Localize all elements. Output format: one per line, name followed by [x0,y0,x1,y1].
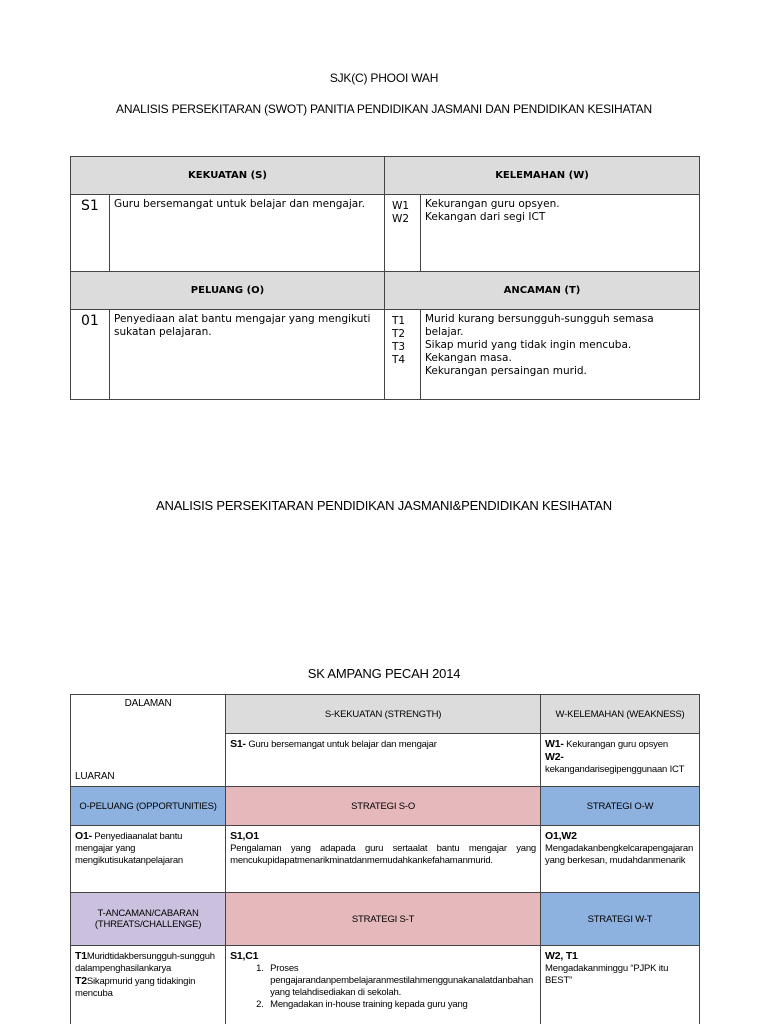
threat-item: Sikap murid yang tidak ingin mencuba. [425,339,632,351]
swot-sw-row [71,195,700,272]
opportunity-text: Penyediaan alat bantu mengajar yang mengikuti sukatan pelajaran. [110,310,385,400]
threats-header: ANCAMAN (T) [385,272,700,310]
section-title: ANALISIS PERSEKITARAN PENDIDIKAN JASMANI&PENDIDIKAN KESIHATAN [156,498,612,513]
o1w2-text: Mengadakanbengkelcarapengajaran yang berkesan, mudahdanmenarik [545,843,694,866]
document-title: ANALISIS PERSEKITARAN (SWOT) PANITIA PENDIDIKAN JASMANI DAN PENDIDIKAN KESIHATAN [116,102,652,116]
s1o1-text: Pengalaman yang adapada guru sertaalat bantu mengajar yang mencukupidapatmenarikminatdanmemudahkankefahamanmurid. [230,843,537,866]
weakness-code: W2 [392,213,410,225]
strength-code: S1 [71,195,110,272]
s1c1-cell [226,946,541,1024]
section-subtitle: SK AMPANG PECAH 2014 [307,666,461,681]
w1-code: W1- [545,738,564,750]
s1c1-code: S1,C1 [230,950,259,962]
threat-code: T3 [392,341,406,353]
matrix-header-row [71,695,700,734]
matrix-opp-header-row [71,787,700,826]
matrix-threat-row [71,946,700,1024]
opportunity-code: 01 [71,310,110,400]
o1w2-cell [541,826,700,893]
threat-codes [385,310,421,400]
s1-text: Guru bersemangat untuk belajar dan mengajar [248,739,437,750]
weakness-item: Kekangan dari segi ICT [425,211,546,223]
w2t1-code: W2, T1 [545,950,578,962]
weakness-code: W1 [392,200,410,212]
w-cell [541,734,700,787]
tows-matrix [70,694,700,1024]
weakness-codes [385,195,421,272]
weakness-item: Kekurangan guru opsyen. [425,198,560,210]
o1-text: Penyediaanalat bantu mengajar yang mengikutisukatanpelajaran [75,831,184,866]
strategy-so-header: STRATEGI S-O [226,787,541,826]
school-name: SJK(C) PHOOI WAH [329,71,439,85]
strategy-ow-header: STRATEGI O-W [541,787,700,826]
o1-code: O1- [75,830,92,842]
dalaman-label: DALAMAN [124,698,172,709]
threat-item: Kekurangan persaingan murid. [425,365,587,377]
s1-code: S1- [230,738,246,750]
threat-code: T1 [392,315,406,327]
weaknesses-header: KELEMAHAN (W) [385,157,700,195]
w1-text: Kekurangan guru opsyen [566,739,668,750]
weakness-header: W-KELEMAHAN (WEAKNESS) [541,695,700,734]
strategy-wt-header: STRATEGI W-T [541,893,700,946]
strength-text: Guru bersemangat untuk belajar dan mengajar. [110,195,385,272]
swot-header-row [71,157,700,195]
threats-header: T-ANCAMAN/CABARAN (THREATS/CHALLENGE) [71,893,226,946]
w2-text: kekangandarisegipenggunaan ICT [545,764,685,775]
o1-cell [71,826,226,893]
list-item: 2. Mengadakan in-house training kepada guru yang [266,999,536,1011]
swot-header-row [71,272,700,310]
dalaman-luaran-cell [71,695,226,787]
s1o1-cell [226,826,541,893]
t1-text: Muridtidakbersungguh-sungguh dalampenghasilankarya [75,951,215,974]
t2-text: Sikapmurid yang tidakingin mencuba [75,976,196,999]
luaran-label: LUARAN [75,771,115,782]
opportunities-header: O-PELUANG (OPPORTUNITIES) [71,787,226,826]
t2-code: T2 [75,975,87,987]
w2-code: W2- [545,751,564,763]
w2t1-cell [541,946,700,1024]
t1-code: T1 [75,950,87,962]
strategy-st-header: STRATEGI S-T [226,893,541,946]
opportunities-header: PELUANG (O) [71,272,385,310]
swot-table [70,156,700,400]
matrix-opp-row [71,826,700,893]
threat-code: T4 [392,354,406,366]
w2t1-text: Mengadakanminggu “PJPK itu BEST” [545,963,669,986]
weakness-items [421,195,700,272]
s1c1-list [230,963,536,1011]
threat-code: T2 [392,328,406,340]
list-item: 1. Proses pengajarandanpembelajaranmestilahmenggunakanalatdanbahan yang telahdisediakan di sekolah. [266,963,536,999]
t-cell [71,946,226,1024]
threat-item: Kekangan masa. [425,352,512,364]
threat-item: Murid kurang bersungguh-sungguh semasa belajar. [425,313,654,338]
threat-items [421,310,700,400]
strengths-header: KEKUATAN (S) [71,157,385,195]
s1o1-code: S1,O1 [230,830,259,842]
o1w2-code: O1,W2 [545,830,577,842]
s1-cell [226,734,541,787]
swot-ot-row [71,310,700,400]
strength-header: S-KEKUATAN (STRENGTH) [226,695,541,734]
matrix-threat-header-row [71,893,700,946]
